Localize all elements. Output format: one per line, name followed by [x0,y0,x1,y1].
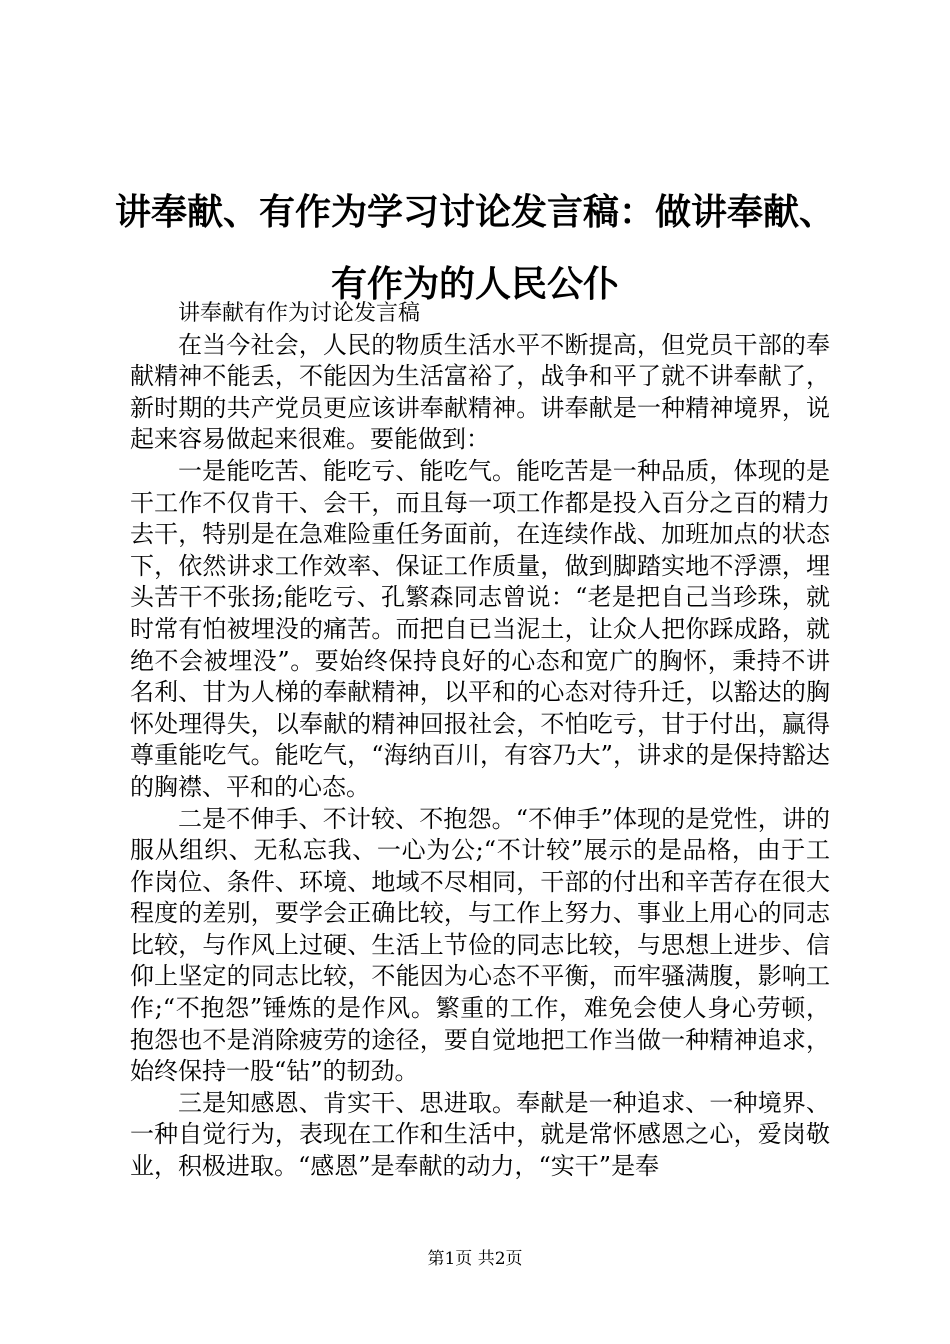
paragraph-intro: 在当今社会，人民的物质生活水平不断提高，但党员干部的奉献精神不能丢，不能因为生活富裕了，战争和平了就不讲奉献了，新时期的共产党员更应该讲奉献精神。讲奉献是一种精神境界，说起来容易做起来很难。要能做到： [130,330,830,454]
document-subtitle: 讲奉献有作为讨论发言稿 [178,301,421,326]
document-title: 讲奉献、有作为学习讨论发言稿：做讲奉献、有作为的人民公仆 [114,191,835,305]
paragraph-point-two: 二是不伸手、不计较、不抱怨。“不伸手”体现的是党性，讲的服从组织、无私忘我、一心为公;“不计较”展示的是品格，由于工作岗位、条件、环境、地域不尽相同，干部的付出和辛苦存在很大程度的差别，要学会正确比较，与工作上努力、事业上用心的同志比较，与作风上过硬、生活上节俭的同志比较，与思想上进步、信仰上坚定的同志比较，不能因为心态不平衡，而牢骚满腹，影响工作;“不抱怨”锤炼的是作风。繁重的工作，难免会使人身心劳顿，抱怨也不是消除疲劳的途径，要自觉地把工作当做一种精神追求，始终保持一股“钻”的韧劲。 [130,804,830,1086]
paragraph-point-three: 三是知感恩、肯实干、思进取。奉献是一种追求、一种境界、一种自觉行为，表现在工作和生活中，就是常怀感恩之心，爱岗敬业，积极进取。“感恩”是奉献的动力，“实干”是奉 [130,1088,830,1181]
document-body [130,298,830,1183]
paragraph-point-one: 一是能吃苦、能吃亏、能吃气。能吃苦是一种品质，体现的是干工作不仅肯干、会干，而且每一项工作都是投入百分之百的精力去干，特别是在急难险重任务面前，在连续作战、加班加点的状态下，依然讲求工作效率、保证工作质量，做到脚踏实地不浮漂，埋头苦干不张扬;能吃亏、孔繁森同志曾说：“老是把自己当珍珠，就时常有怕被埋没的痛苦。而把自已当泥土，让众人把你踩成路，就绝不会被埋没”。要始终保持良好的心态和宽广的胸怀，秉持不讲名利、甘为人梯的奉献精神，以平和的心态对待升迁，以豁达的胸怀处理得失，以奉献的精神回报社会，不怕吃亏，甘于付出，赢得尊重能吃气。能吃气，“海纳百川，有容乃大”，讲求的是保持豁达的胸襟、平和的心态。 [130,456,830,801]
page-footer: 第1页 共2页 [427,1249,523,1269]
